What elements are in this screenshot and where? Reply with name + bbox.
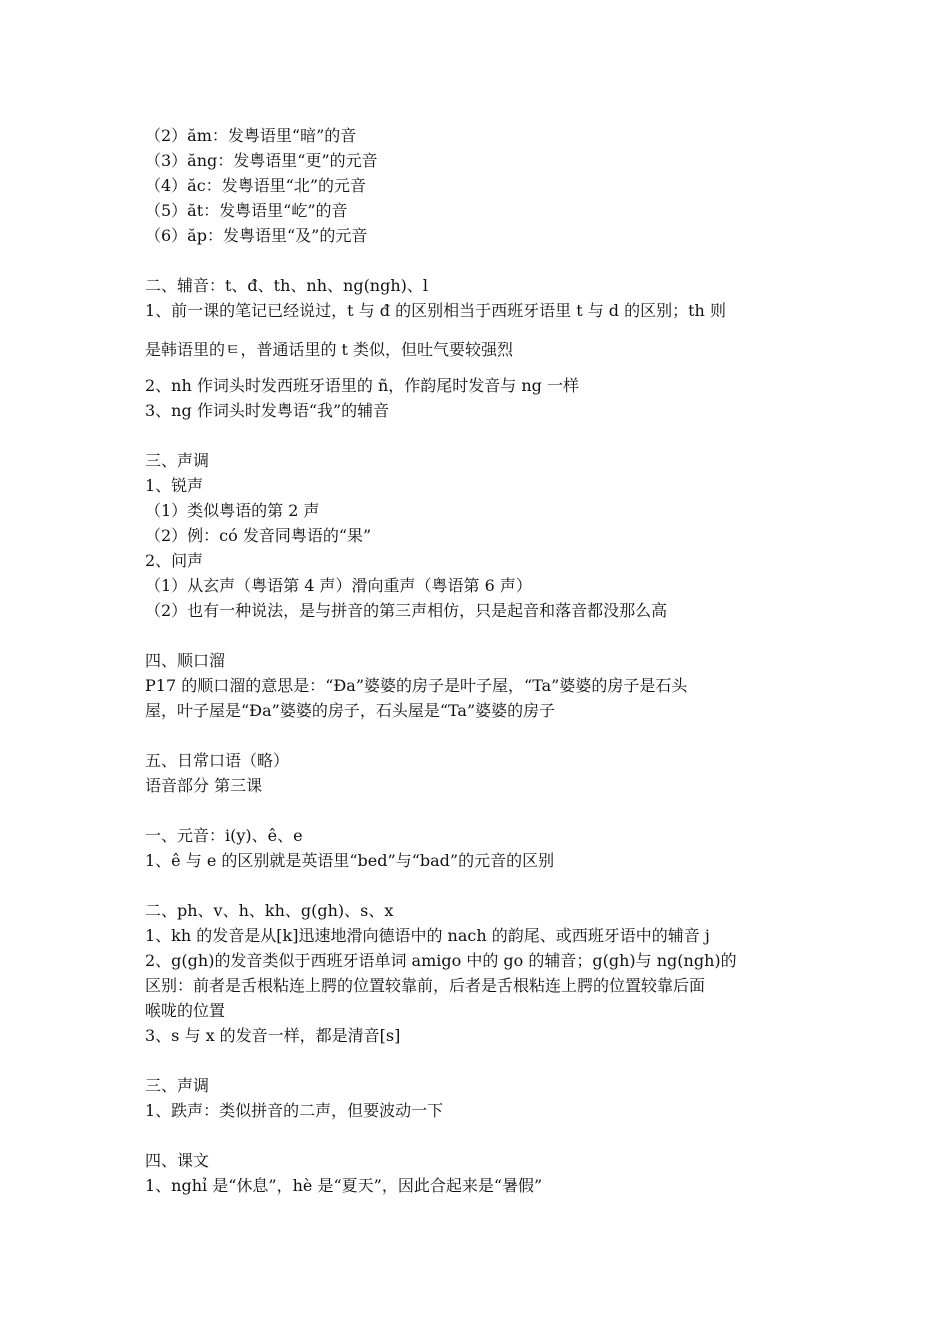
text-line: 1、跌声：类似拼音的二声，但要波动一下 (145, 1101, 444, 1120)
text-line: 3、ng 作词头时发粤语“我”的辅音 (145, 401, 390, 420)
section-heading: 四、课文 (145, 1151, 210, 1170)
section-heading: 三、声调 (145, 451, 210, 470)
text-line: （1）从玄声（粤语第 4 声）滑向重声（粤语第 6 声） (145, 576, 532, 595)
text-line: 屋，叶子屋是“Đa”婆婆的房子，石头屋是“Ta”婆婆的房子 (145, 701, 556, 720)
text-line: （1）类似粤语的第 2 声 (145, 501, 320, 520)
text-line: 3、s 与 x 的发音一样，都是清音[s] (145, 1026, 401, 1045)
text-line: （2）ăm：发粤语里“暗”的音 (145, 126, 357, 145)
text-line: 2、g(gh)的发音类似于西班牙语单词 amigo 中的 go 的辅音；g(gh)与 ng(ngh)的 (145, 951, 737, 970)
section-heading: 一、元音：i(y)、ê、e (145, 826, 303, 845)
section-heading: 五、日常口语（略） (145, 751, 290, 770)
text-line: 喉咙的位置 (145, 1001, 226, 1020)
text-line: 是韩语里的ㅌ，普通话里的 t 类似，但吐气要较强烈 (145, 340, 514, 359)
text-line: （3）ăng：发粤语里“更”的元音 (145, 151, 378, 170)
section-heading: 二、ph、v、h、kh、g(gh)、s、x (145, 901, 394, 920)
text-line: 2、问声 (145, 551, 204, 570)
text-line: （5）ăt：发粤语里“屹”的音 (145, 201, 348, 220)
text-line: 1、kh 的发音是从[k]迅速地滑向德语中的 nach 的韵尾、或西班牙语中的辅音 j (145, 926, 710, 945)
text-line: 1、前一课的笔记已经说过，t 与 đ 的区别相当于西班牙语里 t 与 d 的区别；th 则 (145, 301, 726, 320)
lesson-title: 语音部分 第三课 (145, 776, 263, 795)
section-heading: 三、声调 (145, 1076, 210, 1095)
text-line: 2、nh 作词头时发西班牙语里的 ñ，作韵尾时发音与 ng 一样 (145, 376, 579, 395)
text-line: P17 的顺口溜的意思是：“Đa”婆婆的房子是叶子屋，“Ta”婆婆的房子是石头 (145, 676, 688, 695)
text-line: 1、锐声 (145, 476, 204, 495)
text-line: （2）例：có 发音同粤语的“果” (145, 526, 372, 545)
text-line: 1、nghỉ 是“休息”，hè 是“夏天”，因此合起来是“暑假” (145, 1176, 543, 1195)
text-line: 区别：前者是舌根粘连上腭的位置较靠前，后者是舌根粘连上腭的位置较靠后面 (145, 976, 706, 995)
text-line: 1、ê 与 e 的区别就是英语里“bed”与“bad”的元音的区别 (145, 851, 555, 870)
section-heading: 四、顺口溜 (145, 651, 226, 670)
section-heading: 二、辅音：t、đ、th、nh、ng(ngh)、l (145, 276, 429, 295)
text-line: （4）ăc：发粤语里“北”的元音 (145, 176, 367, 195)
text-line: （6）ăp：发粤语里“及”的元音 (145, 226, 368, 245)
text-line: （2）也有一种说法，是与拼音的第三声相仿，只是起音和落音都没那么高 (145, 601, 668, 620)
